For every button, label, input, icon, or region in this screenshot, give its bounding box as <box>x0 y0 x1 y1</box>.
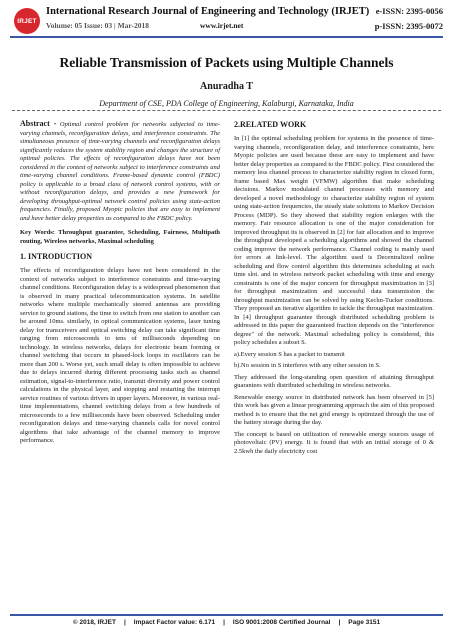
footer-separator: | <box>338 619 341 626</box>
related-work-heading: 2.RELATED WORK <box>234 120 307 129</box>
section-separator <box>12 110 441 111</box>
footer-info <box>0 619 453 626</box>
journal-header <box>0 0 453 44</box>
related-paragraph-1: In [1] the optimal scheduling problem for systems in the presence of time-varying channels, reconfiguration delay, and interference constraints, here Myopic policies are used because these are easy to implement and have better delay properties as compared to the FBDC policy. First considered the memory less channel process to characterize stability region in closed form, frame based Max weight (VFMW) algorithm that make scheduling decisions. Markov modulated channel processes with memory and developed a novel methodology to characterize stability region of system using state-action frequencies, the steady state solutions to Markov Decision Process (MDP). So they showed that stability region enlarges with the memory. Fair resource allocation is one of the major consideration for improved throughput its is observed in [2] for fair allocation and to improve the throughput developed a scheduling algorithms and showed the channel coding improve the network performance. Channel coding is mainly used for errors at link-level. The algorithm used is Decentralized online scheduling and flow control algorithm this determines scheduling at each time slot. and in wireless network packet scheduling with time and energy constraints is one of the major concern for throughput maximization in [3] for throughput maximization and successful data transmission the throughput maximization can be solved by using Kechn-Tucker conditions. They proposed an iterative algorithm to tackle the throughput maximization. In [4] throughput guarantee through distributed scheduling problem is addressed in this paper the guaranteed fraction depends on the "interference degree" of the network. Maximal scheduling policy is considered, this policy schedules a subset S. <box>234 135 434 346</box>
logo-text: IRJET <box>17 17 37 25</box>
e-issn: e-ISSN: 2395-0056 <box>375 6 443 16</box>
right-column <box>234 120 434 459</box>
journal-website: www.irjet.net <box>200 21 244 30</box>
footer-iso-certification: ISO 9001:2008 Certified Journal <box>232 619 331 626</box>
footer-separator: | <box>223 619 225 626</box>
irjet-logo <box>14 8 40 34</box>
related-paragraph-3: Renewable energy source in distributed network has been observed in [5] this work has given a linear programming approach the aim of this proposed method is to ensure that the net grid energy is optimized through the use of the battery storage during the day. <box>234 393 434 426</box>
left-column <box>20 120 220 449</box>
p-issn: p-ISSN: 2395-0072 <box>374 21 443 31</box>
footer-separator: | <box>123 619 126 626</box>
abstract-label: Abstract - <box>20 119 57 128</box>
intro-paragraph: The effects of reconfiguration delays have not been considered in the context of networks subject to interference constraints and time-varying channel conditions. Reconfiguration delay is a widespread phenomenon that is observed in many practical telecommunication systems. In satellite networks where multiple mechanically steered antennas are providing service to ground stations, the time to switch from one station to another can be around 10ms. similarly, in optical communication systems, laser tuning delay for transceivers and optical switching delay can take significant time ranging from microseconds to tens of milliseconds depending on technology. In wireless networks, delays for electronic beam forming or channel switching that occurs in phased-lock loops in oscillators can be more than 200 s. Worse yet, such small delay is often impossible to achieve due to delays incurred during different processing tasks such as channel estimation, signal-to-interference ratio, transmit diversity and power control calculations in the physical layer, and stopping and restarting the interrupt service routines of various drivers in upper layers. Moreover, in various real-time implementations, channel switching delays from a few hundreds of microseconds to a few milliseconds have been observed. Scheduling under reconfiguration delays and time-varying channels calls for novel control algorithms that take advantage of the channel memory to improve performance. <box>20 267 220 444</box>
abstract <box>20 120 220 223</box>
volume-issue: Volume: 05 Issue: 03 | Mar-2018 <box>46 21 149 30</box>
related-paragraph-4: The concept is based on utilization of renewable energy sources usage of photovoltaic (PV) energy. It is found that with an initial storage of 0 & 2.5kwh the daily electricity cost <box>234 430 434 455</box>
footer-impact-factor: Impact Factor value: 6.171 <box>133 619 216 626</box>
author-name: Anuradha T <box>200 81 253 92</box>
footer-copyright: © 2018, IRJET <box>72 619 116 626</box>
footer-divider <box>10 614 443 616</box>
paper-title: Reliable Transmission of Packets using Multiple Channels <box>59 55 394 70</box>
header-divider <box>10 36 443 38</box>
related-list-item-b: b).No session in S interferes with any other session in S. <box>234 362 381 369</box>
author-affiliation: Department of CSE, PDA College of Engineering, Kalaburgi, Karnataka, India <box>99 99 354 108</box>
related-paragraph-2: They addressed the long-standing open question of attaining throughput guarantees with distributed scheduling in wireless networks. <box>234 373 434 389</box>
keywords-label: Key Words: <box>20 229 55 236</box>
keywords-text: Throughput guarantee, Scheduling, Fairness, Multipath routing, Wireless networks, Maximal scheduling <box>20 229 220 245</box>
keywords <box>20 229 220 246</box>
footer-page-number: Page 3151 <box>348 619 381 626</box>
abstract-text: Optimal control problem for networks subjected to time-varying channels, reconfiguration delays, and interference constraints. The simultaneous presence of time-varying channels and reconfiguration delays significantly reduces the system stability region and changes the structure of optimal policies. The effects of reconfiguration delays have not been considered in the context of networks subject to interference constraints and time-varying channel conditions. Frame-based dynamic control (FBDC) policy is applicable to a broad class of network control systems, with or without reconfiguration delays, and provides a new framework for developing throughput-optimal network control policies using state-action frequencies. Finally, proposed Myopic policies that are easy to implement and have better delay properties as compared to the FBDC policy. <box>20 121 221 222</box>
intro-heading: 1. INTRODUCTION <box>20 252 93 261</box>
related-list-item-a: a).Every session S has a packet to transmit <box>234 350 345 358</box>
journal-title: International Research Journal of Engineering and Technology (IRJET) <box>46 6 370 17</box>
